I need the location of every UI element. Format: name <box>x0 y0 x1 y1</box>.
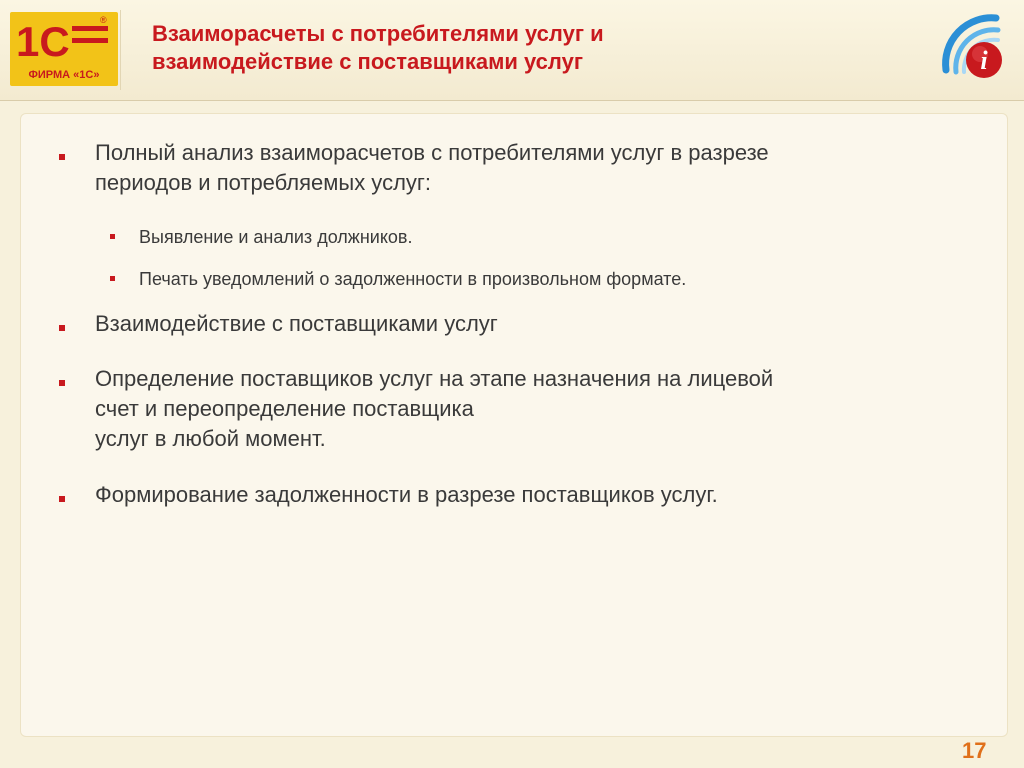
logo-1c-icon <box>10 12 118 86</box>
info-glyph: i <box>980 46 988 75</box>
content-panel <box>20 113 1008 737</box>
bullet-text <box>95 364 773 454</box>
bullet-line: услуг в любой момент. <box>95 426 326 451</box>
logo-separator <box>120 10 121 90</box>
bullet-line: Формирование задолженности в разрезе поставщиков услуг. <box>95 482 718 507</box>
sub-bullet-text: Печать уведомлений о задолженности в произвольном формате. <box>139 269 687 289</box>
square-bullet-icon <box>110 276 115 281</box>
page-number: 17 <box>962 738 987 763</box>
bullet-line: Полный анализ взаиморасчетов с потребителями услуг в разрезе <box>95 140 769 165</box>
bullet-line: Взаимодействие с поставщиками услуг <box>95 311 498 336</box>
title-line-1: Взаиморасчеты с потребителями услуг и <box>152 21 604 46</box>
bullet-text <box>95 480 718 510</box>
title-line-2: взаимодействие с поставщиками услуг <box>152 49 583 74</box>
bullet-line: счет и переопределение поставщика <box>95 396 474 421</box>
slide-title <box>152 20 912 76</box>
logo-caption: ФИРМА «1С» <box>28 69 100 81</box>
square-bullet-icon <box>59 325 65 331</box>
info-icon <box>940 10 1010 80</box>
bullet-line: периодов и потребляемых услуг: <box>95 170 432 195</box>
square-bullet-icon <box>59 154 65 160</box>
slide-header <box>0 0 1024 100</box>
square-bullet-icon <box>110 234 115 239</box>
square-bullet-icon <box>59 380 65 386</box>
logo-registered: ® <box>100 15 107 25</box>
logo-mark: 1С <box>16 18 70 65</box>
sub-bullet-text: Выявление и анализ должников. <box>139 227 413 247</box>
square-bullet-icon <box>59 496 65 502</box>
header-divider <box>0 100 1024 101</box>
bullet-text <box>95 138 769 198</box>
bullet-line: Определение поставщиков услуг на этапе назначения на лицевой <box>95 366 774 391</box>
bullet-text <box>95 309 498 339</box>
